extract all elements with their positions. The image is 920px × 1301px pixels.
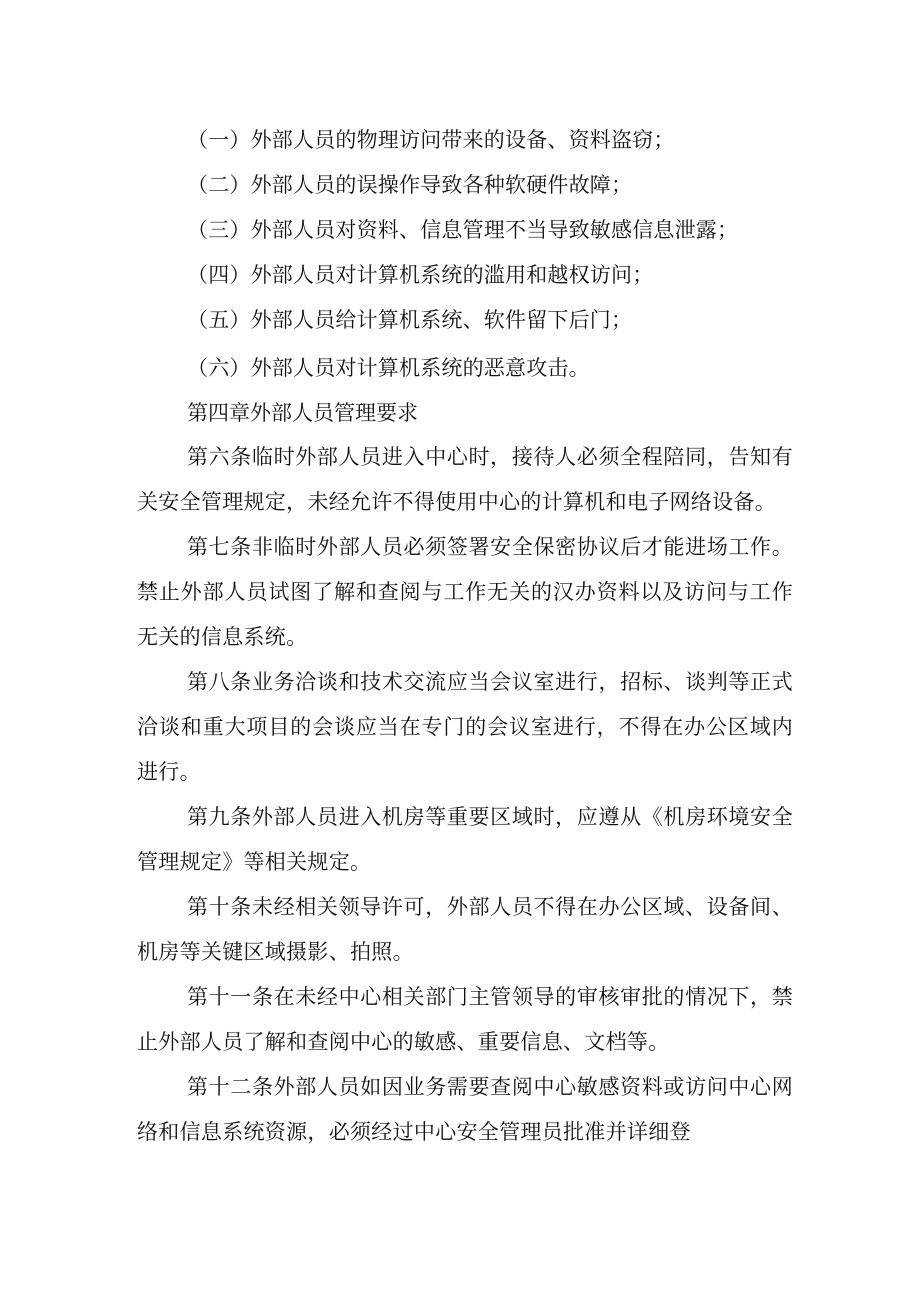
risk-item-1: （一）外部人员的物理访问带来的设备、资料盗窃； (187, 128, 675, 152)
article-11: 第十一条在未经中心相关部门主管领导的审核审批的情况下，禁止外部人员了解和查阅中心的敏感、重要信息、文档等。 (137, 985, 793, 1054)
article-8: 第八条业务洽谈和技术交流应当会议室进行，招标、谈判等正式洽谈和重大项目的会谈应当在专门的会议室进行，不得在办公区域内进行。 (137, 670, 793, 784)
risk-item-5: （五）外部人员给计算机系统、软件留下后门； (187, 308, 633, 332)
risk-item-6: （六）外部人员对计算机系统的恶意攻击。 (187, 356, 590, 380)
risk-item-3: （三）外部人员对资料、信息管理不当导致敏感信息泄露； (187, 218, 739, 242)
article-7: 第七条非临时外部人员必须签署安全保密协议后才能进场工作。禁止外部人员试图了解和查阅与工作无关的汉办资料以及访问与工作无关的信息系统。 (137, 535, 793, 649)
article-10: 第十条未经相关领导许可，外部人员不得在办公区域、设备间、机房等关键区域摄影、拍照。 (137, 895, 793, 964)
article-12: 第十二条外部人员如因业务需要查阅中心敏感资料或访问中心网络和信息系统资源，必须经过中心安全管理员批准并详细登 (137, 1075, 793, 1144)
chapter-title: 第四章外部人员管理要求 (187, 401, 418, 425)
article-6: 第六条临时外部人员进入中心时，接待人必须全程陪同，告知有关安全管理规定，未经允许不得使用中心的计算机和电子网络设备。 (137, 445, 793, 514)
risk-item-4: （四）外部人员对计算机系统的滥用和越权访问； (187, 263, 654, 287)
risk-item-2: （二）外部人员的误操作导致各种软硬件故障； (187, 173, 633, 197)
document-body (137, 118, 793, 1155)
article-9: 第九条外部人员进入机房等重要区域时，应遵从《机房环境安全管理规定》等相关规定。 (137, 805, 793, 874)
